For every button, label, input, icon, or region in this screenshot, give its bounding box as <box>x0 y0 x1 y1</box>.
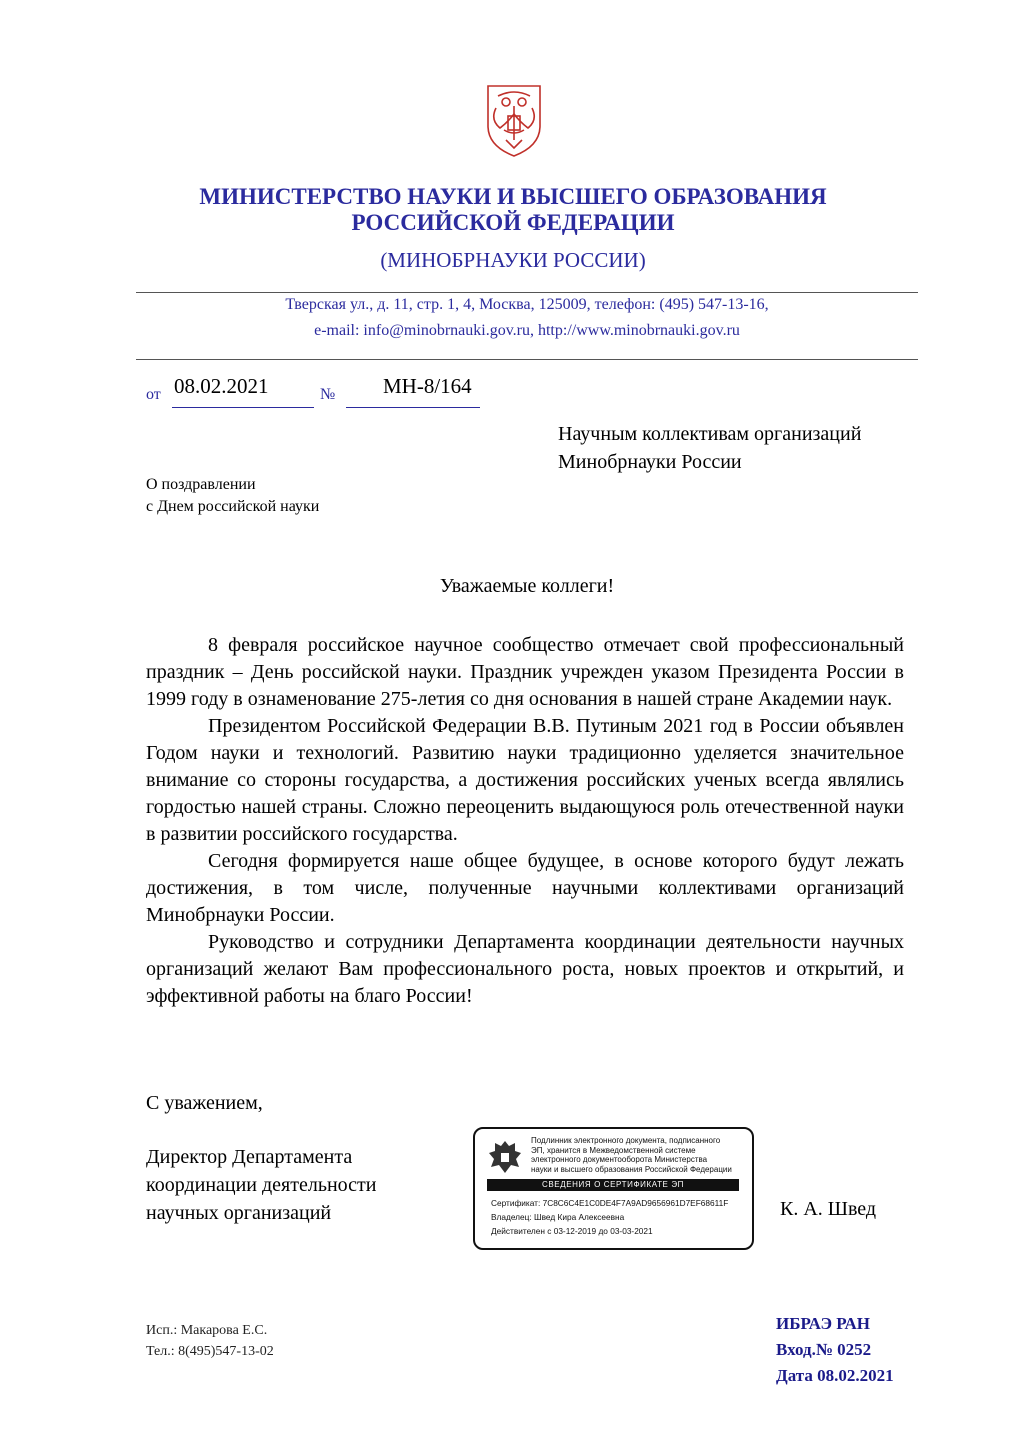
stamp-notice-line2: ЭП, хранится в Межведомственной системе <box>531 1145 696 1155</box>
signer-title-line3: научных организаций <box>146 1202 332 1224</box>
executor-info <box>146 1320 274 1362</box>
stamp-notice-line1: Подлинник электронного документа, подписанного <box>531 1136 721 1145</box>
addressee-line1: Научным коллективам организаций <box>558 423 862 445</box>
stamp-header: СВЕДЕНИЯ О СЕРТИФИКАТЕ ЭП <box>487 1179 739 1191</box>
coat-of-arms-icon <box>478 78 550 158</box>
incoming-org: ИБРАЭ РАН <box>776 1314 871 1333</box>
number-label: № <box>320 386 336 403</box>
addressee <box>558 420 861 476</box>
signer-title <box>146 1143 377 1227</box>
stamp-validity: Действителен с 03-12-2019 до 03-03-2021 <box>491 1226 653 1236</box>
coat-of-arms-icon <box>485 1137 525 1177</box>
ministry-name-line2: РОССИЙСКОЙ ФЕДЕРАЦИИ <box>351 210 675 235</box>
date-underline <box>172 406 314 408</box>
ministry-short-name: (МИНОБРНАУКИ РОССИИ) <box>380 248 646 272</box>
subject-line1: О поздравлении <box>146 476 256 493</box>
addressee-line2: Минобрнауки России <box>558 451 742 473</box>
registration-number: МН-8/164 <box>383 374 472 398</box>
number-underline <box>346 406 480 408</box>
date-label-text: от <box>146 386 161 403</box>
paragraph-4: Руководство и сотрудники Департамента координации деятельности научных организаций желают Вам профессионального роста, новых проектов и открытий, и эффективной работы на благо России! <box>146 931 904 1007</box>
signer-name: К. А. Швед <box>780 1198 877 1220</box>
paragraph-1: 8 февраля российское научное сообщество отмечает свой профессиональный праздник – День российской науки. Праздник учрежден указом Президента России в 1999 году в ознаменование 275-летия со дня основания в нашей стране Академии наук. <box>146 634 904 710</box>
ministry-name <box>0 184 1026 236</box>
regards: С уважением, <box>146 1092 263 1114</box>
subject <box>146 474 319 518</box>
incoming-stamp <box>776 1311 894 1389</box>
header-divider-bottom <box>136 359 918 360</box>
registration-date: 08.02.2021 <box>174 374 269 398</box>
subject-line2: с Днем российской науки <box>146 498 320 515</box>
signer-title-line2: координации деятельности <box>146 1174 377 1196</box>
paragraph-2: Президентом Российской Федерации В.В. Путиным 2021 год в России объявлен Годом науки и технологий. Развитию науки традиционно уделяется значительное внимание со стороны государства, а достижения российских ученых всегда являлись гордостью нашей страны. Сложно переоценить выдающуюся роль отечественной науки в развитии российского государства. <box>146 715 904 845</box>
paragraph-3: Сегодня формируется наше общее будущее, в основе которого будут лежать достижения, в том числе, полученные научными коллективами организаций Минобрнауки России. <box>146 850 904 926</box>
executor-name: Исп.: Макарова Е.С. <box>146 1323 268 1338</box>
signer-title-line1: Директор Департамента <box>146 1146 353 1168</box>
salutation: Уважаемые коллеги! <box>439 575 615 597</box>
stamp-notice <box>531 1136 747 1174</box>
incoming-number: Вход.№ 0252 <box>776 1340 872 1359</box>
ministry-contacts <box>0 292 1026 344</box>
ministry-name-line1: МИНИСТЕРСТВО НАУКИ И ВЫСШЕГО ОБРАЗОВАНИЯ <box>199 184 827 209</box>
address-line: Тверская ул., д. 11, стр. 1, 4, Москва, 125009, телефон: (495) 547-13-16, <box>285 296 769 313</box>
executor-phone: Тел.: 8(495)547-13-02 <box>146 1344 274 1359</box>
stamp-notice-line4: науки и высшего образования Российской Федерации <box>531 1164 732 1174</box>
contacts-line: e-mail: info@minobrnauki.gov.ru, http://www.minobrnauki.gov.ru <box>314 322 740 339</box>
letter-body <box>146 632 904 1010</box>
stamp-certificate: Сертификат: 7C8C6C4E1C0DE4F7A9AD9656961D7EF68611F <box>491 1198 729 1208</box>
stamp-owner: Владелец: Швед Кира Алексеевна <box>491 1212 625 1222</box>
incoming-date: Дата 08.02.2021 <box>776 1366 894 1385</box>
stamp-notice-line3: электронного документооборота Министерства <box>531 1155 708 1164</box>
electronic-signature-stamp <box>473 1127 754 1250</box>
